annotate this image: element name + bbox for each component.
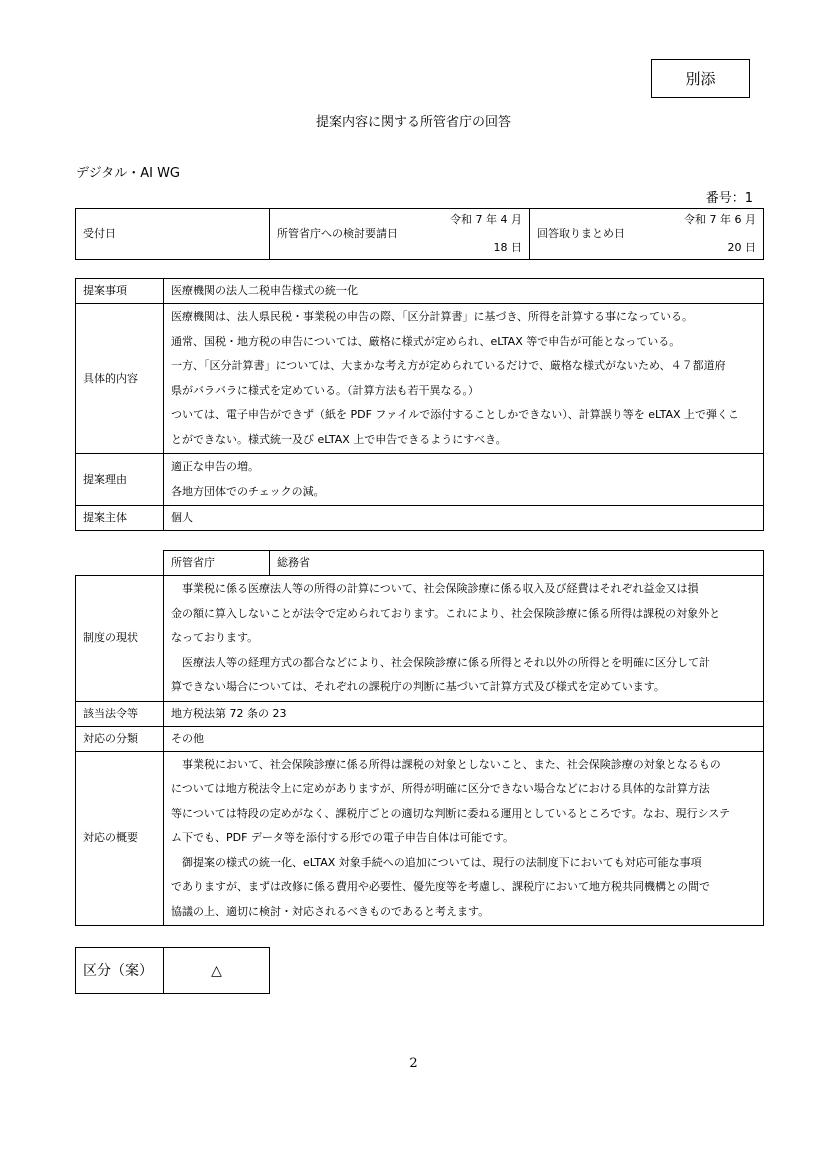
overview-line: 等については特段の定めがなく、課税庁ごとの適切な判断に委ねる運用としているところです。なお、現行システ xyxy=(171,806,731,820)
detail-content xyxy=(164,304,764,454)
request-date-line1: 令和 7 年 4 月 xyxy=(450,213,522,226)
overview-label: 対応の概要 xyxy=(76,751,164,926)
current-line: 算できない場合については、それぞれの課税庁の判断に基づいて計算方式及び様式を定めています。 xyxy=(171,680,665,693)
reason-line: 適正な申告の増。 xyxy=(171,460,259,473)
current-line: 金の額に算入しないことが法令で定められております。これにより、社会保険診療に係る所得は課税の対象外と xyxy=(171,606,721,620)
law-label: 該当法令等 xyxy=(76,701,164,726)
law-value: 地方税法第 72 条の 23 xyxy=(164,701,764,726)
overview-line: ム下でも、PDF データ等を添付する形での電子申告自体は可能です。 xyxy=(171,831,515,844)
request-date-line2: 18 日 xyxy=(493,241,522,254)
response-table xyxy=(75,575,764,926)
ministry-label: 所管省庁 xyxy=(164,551,270,576)
proposer-value: 個人 xyxy=(164,506,764,531)
subject-label: 提案事項 xyxy=(76,279,164,304)
overview-line: 事業税において、社会保険診療に係る所得は課税の対象としないこと、また、社会保険診療の対象となるもの xyxy=(182,757,721,771)
detail-line: とができない。様式統一及び eLTAX 上で申告できるようにすべき。 xyxy=(171,432,507,446)
current-line: 事業税に係る医療法人等の所得の計算について、社会保険診療に係る収入及び経費はそれぞれ益金又は損 xyxy=(182,582,699,595)
ministry-table xyxy=(163,550,764,576)
category-value: その他 xyxy=(164,726,764,751)
category-label: 対応の分類 xyxy=(76,726,164,751)
request-cell xyxy=(270,209,530,260)
wg-name: デジタル・AI WG xyxy=(76,166,181,181)
overview-line: でありますが、まずは改修に係る費用や必要性、優先度等を考慮し、課税庁において地方税共同機構との間で xyxy=(171,880,710,893)
summary-date-line1: 令和 7 年 6 月 xyxy=(684,213,756,226)
page-title: 提案内容に関する所管省庁の回答 xyxy=(315,115,511,130)
summary-date-line2: 20 日 xyxy=(727,241,756,254)
proposal-table xyxy=(75,278,764,531)
detail-line: 医療機関は、法人県民税・事業税の申告の際、「区分計算書」に基づき、所得を計算する事になっている。 xyxy=(171,310,694,323)
classification-table xyxy=(75,947,270,994)
request-label: 所管省庁への検討要請日 xyxy=(277,227,398,240)
detail-label: 具体的内容 xyxy=(76,304,164,454)
overview-line: については地方税法令上に定めがありますが、所得が明確に区分できない場合などにおける具体的な計算方法 xyxy=(171,782,710,795)
overview-content xyxy=(164,751,764,926)
reason-content xyxy=(164,454,764,506)
number-label: 番号：1 xyxy=(705,191,753,206)
summary-label: 回答取りまとめ日 xyxy=(537,227,625,240)
overview-line: 御提案の様式の統一化、eLTAX 対象手続への追加については、現行の法制度下においても対応可能な事項 xyxy=(182,855,702,869)
reason-label: 提案理由 xyxy=(76,454,164,506)
overview-line: 協議の上、適切に検討・対応されるべきものであると考えます。 xyxy=(171,904,490,918)
classification-label: 区分（案） xyxy=(76,948,164,994)
meta-table xyxy=(75,208,764,260)
proposer-label: 提案主体 xyxy=(76,506,164,531)
current-line: なっております。 xyxy=(171,631,259,644)
current-content xyxy=(164,576,764,702)
attachment-box xyxy=(651,59,750,98)
page-number: 2 xyxy=(409,1056,418,1071)
subject-value: 医療機関の法人二税申告様式の統一化 xyxy=(164,279,764,304)
detail-line: 一方、「区分計算書」については、大まかな考え方が定められているだけで、厳格な様式がないため、４７都道府 xyxy=(171,359,726,372)
classification-value: △ xyxy=(164,948,270,994)
detail-line: 通常、国税・地方税の申告については、厳格に様式が定められ、eLTAX 等で申告が可能となっている。 xyxy=(171,334,681,348)
received-cell xyxy=(76,209,270,260)
detail-line: ついては、電子申告ができず（紙を PDF ファイルで添付することしかできない）、計算誤り等を eLTAX 上で弾くこ xyxy=(171,408,740,421)
received-label: 受付日 xyxy=(83,227,116,240)
current-line: 医療法人等の経理方式の都合などにより、社会保険診療に係る所得とそれ以外の所得とを明確に区分して計 xyxy=(182,655,710,669)
summary-cell xyxy=(530,209,764,260)
detail-line: 県がバラバラに様式を定めている。（計算方法も若干異なる。） xyxy=(171,383,479,397)
reason-line: 各地方団体でのチェックの減。 xyxy=(171,484,325,498)
current-label: 制度の現状 xyxy=(76,576,164,702)
attachment-label: 別添 xyxy=(685,70,716,88)
ministry-value: 総務省 xyxy=(270,551,764,576)
